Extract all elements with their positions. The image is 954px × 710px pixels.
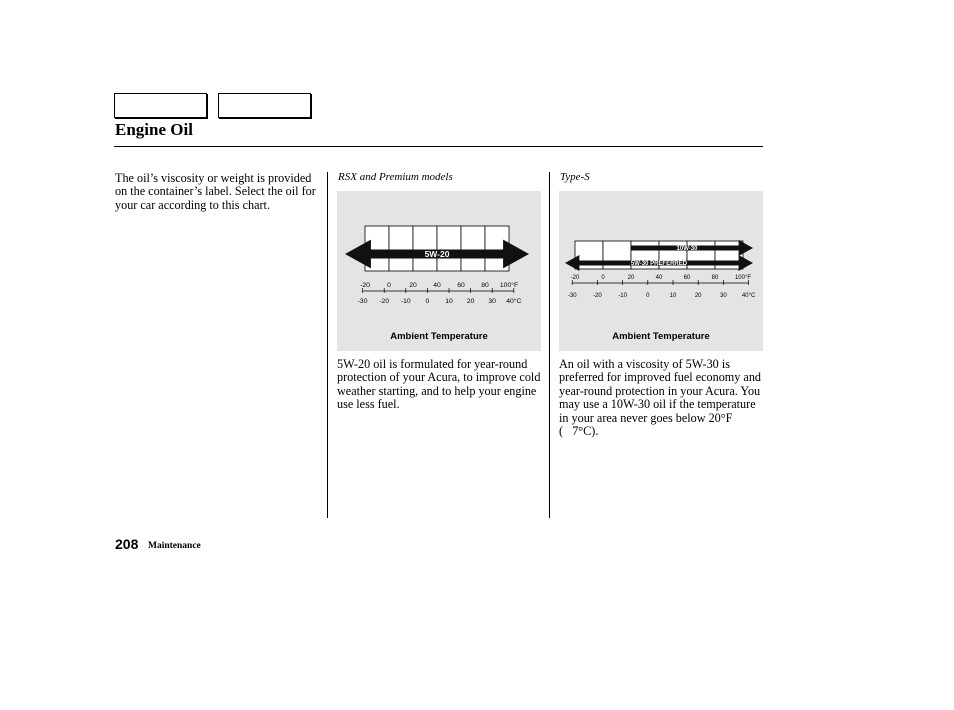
page-title: Engine Oil (115, 120, 193, 139)
chart2-c-tick-label: 20 (694, 293, 702, 299)
chart2-c-tick-label: -10 (618, 293, 627, 299)
chart2-c-tick-label: -30 (567, 293, 577, 299)
chart1-grid-cell (461, 226, 485, 271)
intro-paragraph: The oil’s viscosity or weight is provided on the container’s label. Select the oil for your car according to this chart. (115, 171, 316, 212)
chart2-f-tick-label: 0 (601, 275, 605, 281)
chart2-c-tick-label: 10 (669, 293, 677, 299)
viscosity-chart-rsx (337, 191, 541, 351)
chart1-c-tick-label: 10 (445, 298, 453, 305)
chart2-c-tick-label: 40°C (741, 293, 756, 299)
chart2-c-tick-label: 30 (720, 293, 727, 299)
chart1-c-tick-label: 0 (425, 298, 430, 305)
section-name: Maintenance (148, 541, 201, 551)
chart1-f-tick-label: 20 (409, 282, 417, 289)
chart2-f-tick-label: -20 (570, 275, 580, 281)
chart1-c-tick-label: -30 (357, 298, 368, 305)
chart1-f-tick-label: 40 (433, 282, 441, 289)
chart1-f-tick-label: -20 (360, 282, 370, 289)
title-rule (114, 146, 763, 147)
chart1-c-tick-label: -10 (400, 298, 411, 305)
chart1-series-label: 5W-20 (424, 249, 450, 260)
chart1-grid-cell (389, 226, 413, 271)
chart1-f-tick-label: 80 (481, 282, 489, 289)
chart1-c-tick-label: 20 (466, 298, 475, 305)
column-divider-1 (327, 172, 328, 518)
chart2-f-tick-label: 100°F (734, 275, 752, 281)
chart1-f-tick-label: 0 (387, 282, 391, 289)
chart2-f-tick-label: 60 (683, 275, 691, 281)
chart1-xlabel: Ambient Temperature (390, 331, 488, 342)
chart1-f-tick-label: 60 (457, 282, 465, 289)
chart1-c-tick-label: 40°C (506, 298, 522, 305)
chart2-series-label: 5W-30 PREFERRED (630, 261, 688, 268)
chart2-description: An oil with a viscosity of 5W-30 is preferred for improved fuel economy and year-round protection in your Acura. You may use a 10W-30 oil if the temperature in your area never goes below 20°F ( 7°C). (559, 357, 762, 439)
chart2-caption: Type-S (560, 171, 590, 183)
viscosity-chart-type-s (559, 191, 763, 351)
chart2-xlabel: Ambient Temperature (612, 331, 710, 342)
chart1-f-tick-label: 100°F (499, 282, 519, 289)
chart2-f-tick-label: 20 (627, 275, 635, 281)
chart1-c-tick-label: 30 (488, 298, 496, 305)
header-tab-box-left (114, 93, 207, 118)
chart1-svg (337, 191, 541, 351)
page-number: 208 (115, 536, 139, 552)
chart2-c-tick-label: -20 (593, 293, 602, 299)
column-divider-2 (549, 172, 550, 518)
chart2-svg (559, 191, 763, 351)
chart1-description: 5W-20 oil is formulated for year-round protection of your Acura, to improve cold weather starting, and to help your engine use less fuel. (337, 357, 541, 412)
chart2-c-tick-label: 0 (646, 293, 650, 299)
chart2-series-label: 10W-30 (676, 246, 698, 253)
chart1-caption: RSX and Premium models (338, 171, 453, 183)
chart1-c-tick-label: -20 (379, 298, 390, 305)
chart2-f-tick-label: 80 (711, 275, 719, 281)
chart2-f-tick-label: 40 (655, 275, 663, 281)
header-tab-box-right (218, 93, 311, 118)
